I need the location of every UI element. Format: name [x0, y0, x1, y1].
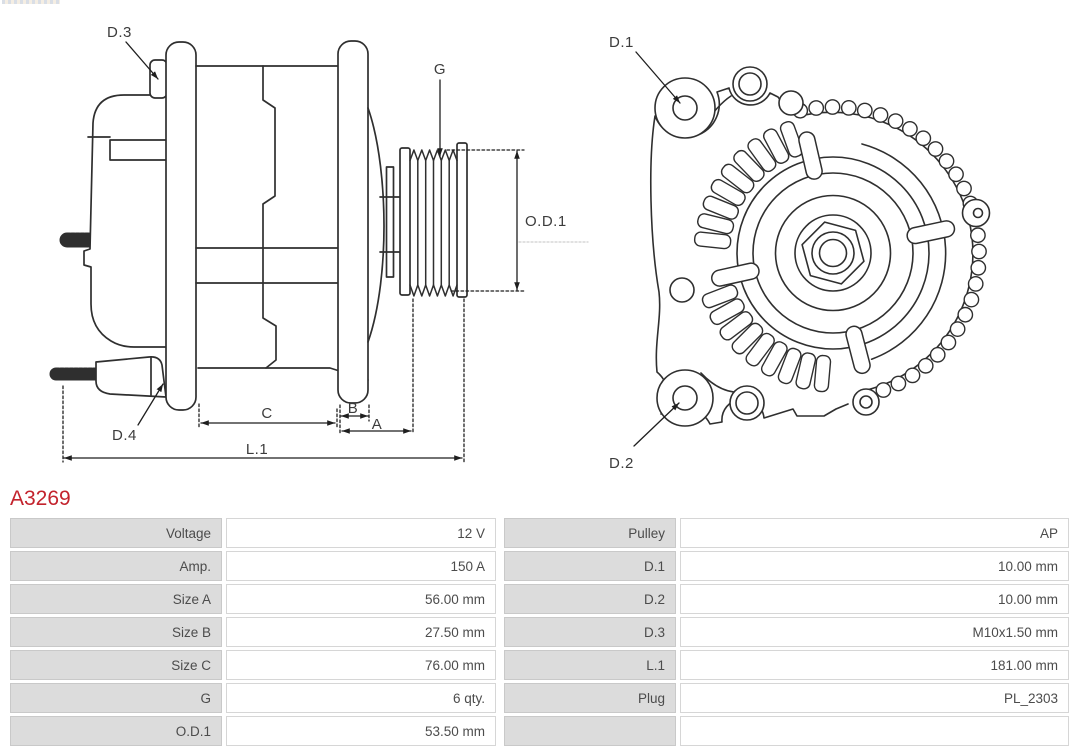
spec-label: Plug [504, 683, 676, 713]
spec-value: M10x1.50 mm [680, 617, 1069, 647]
spec-label: Size B [10, 617, 222, 647]
hole-top-3 [779, 91, 803, 115]
spec-table-right [504, 518, 1069, 746]
label-d4: D.4 [112, 427, 137, 444]
front-mount-ear [338, 41, 368, 403]
spec-row [10, 683, 496, 713]
spec-label: Size C [10, 650, 222, 680]
label-a: A [371, 416, 383, 433]
spec-label: Pulley [504, 518, 676, 548]
hole-top-2 [733, 67, 767, 101]
spec-value: 56.00 mm [226, 584, 496, 614]
ear-bottom [853, 389, 879, 415]
spec-value: 76.00 mm [226, 650, 496, 680]
label-g: G [433, 61, 447, 78]
spec-label: Voltage [10, 518, 222, 548]
label-od1: O.D.1 [525, 213, 567, 230]
top-left-artifact [2, 0, 60, 4]
spec-row [10, 617, 496, 647]
spec-row [504, 551, 1069, 581]
housing-seam [263, 66, 276, 368]
spec-label: G [10, 683, 222, 713]
spec-value: AP [680, 518, 1069, 548]
spec-row [504, 650, 1069, 680]
spec-row [504, 617, 1069, 647]
side-view-drawing [56, 24, 588, 462]
spec-value: 181.00 mm [680, 650, 1069, 680]
ear-right [963, 200, 990, 227]
spec-row [10, 518, 496, 548]
hole-mid-left [670, 278, 694, 302]
drive-end-bulge [368, 108, 384, 342]
spec-label [504, 716, 676, 746]
spec-label: Size A [10, 584, 222, 614]
label-c: C [261, 405, 273, 422]
shaft-center [820, 240, 847, 267]
spec-row [504, 518, 1069, 548]
label-b: B [347, 400, 359, 417]
spec-value: 10.00 mm [680, 551, 1069, 581]
spec-value: 10.00 mm [680, 584, 1069, 614]
spec-value [680, 716, 1069, 746]
lower-bracket [96, 357, 166, 397]
spec-row [504, 584, 1069, 614]
spec-row [10, 551, 496, 581]
spec-value: 53.50 mm [226, 716, 496, 746]
hole-bottom-2 [730, 386, 764, 420]
rear-cover [84, 95, 167, 347]
label-d1: D.1 [609, 34, 634, 51]
hole-d2 [673, 386, 697, 410]
spec-row [10, 716, 496, 746]
spec-value: 12 V [226, 518, 496, 548]
pulley-flange-left [400, 148, 410, 295]
spec-value: 27.50 mm [226, 617, 496, 647]
spec-value: 6 qty. [226, 683, 496, 713]
spec-label: Amp. [10, 551, 222, 581]
spec-value: PL_2303 [680, 683, 1069, 713]
label-l1: L.1 [245, 441, 269, 458]
d2-leader [634, 403, 679, 446]
spec-label: L.1 [504, 650, 676, 680]
rear-mount-ear [166, 42, 196, 410]
spec-row [504, 716, 1069, 746]
spec-row [10, 584, 496, 614]
spec-table-left [10, 518, 496, 746]
body-mid-lines [196, 248, 338, 283]
part-number: A3269 [10, 487, 71, 510]
label-d2: D.2 [609, 455, 634, 472]
front-view-drawing [609, 34, 990, 472]
pulley-flange-right [457, 143, 467, 297]
spec-label: D.2 [504, 584, 676, 614]
shaft-disc [387, 167, 394, 277]
spec-row [504, 683, 1069, 713]
spec-row [10, 650, 496, 680]
spec-value: 150 A [226, 551, 496, 581]
spec-label: D.1 [504, 551, 676, 581]
label-d3: D.3 [107, 24, 132, 41]
inner-rim [862, 144, 946, 359]
spec-label: O.D.1 [10, 716, 222, 746]
pulley-ribs [410, 150, 457, 296]
spec-tables [10, 518, 1069, 746]
spec-label: D.3 [504, 617, 676, 647]
